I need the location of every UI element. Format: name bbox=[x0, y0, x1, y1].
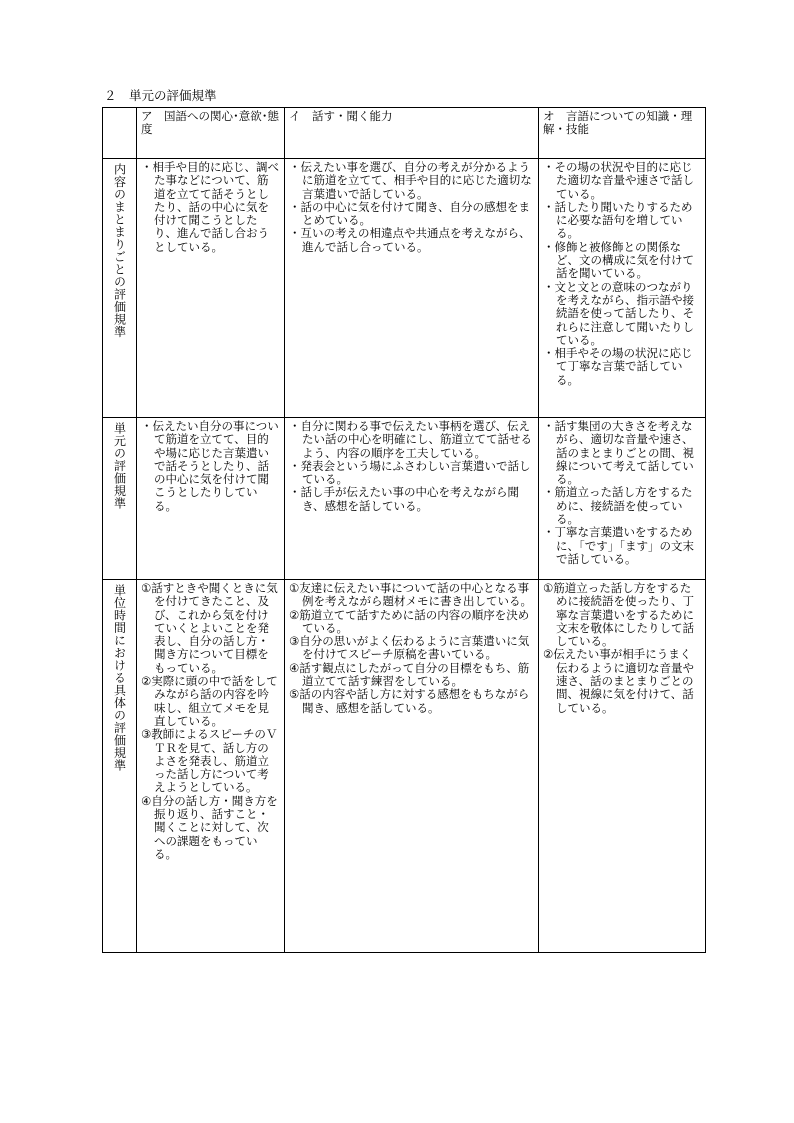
criterion-item: ①筋道立った話し方をするために接続語を使ったり、丁寧な言葉遣いをするために文末を敬体にしたりして話している。 bbox=[543, 581, 694, 649]
row-label-cell bbox=[103, 580, 137, 953]
criteria-cell bbox=[539, 418, 706, 580]
criteria-cell bbox=[285, 580, 539, 953]
column-header-attitude: ア 国語への関心･意欲･態度 bbox=[137, 108, 285, 159]
column-header-language-knowledge: オ 言語についての知識・理解・技能 bbox=[539, 108, 706, 159]
table-row bbox=[103, 159, 706, 418]
evaluation-criteria-table bbox=[102, 107, 706, 953]
criterion-item: ・話し手が伝えたい事の中心を考えながら聞き、感想を話している。 bbox=[289, 485, 519, 513]
criterion-item: ・伝えたい自分の事について筋道を立てて、目的や場に応じた言葉遣いで話そうとしたり、話の中心に気を付けて聞こうとしたりしている。 bbox=[141, 419, 279, 513]
criterion-item: ・文と文との意味のつながりを考えながら、指示語や接続語を使って話したり、それらに注意して聞いたりしている。 bbox=[543, 279, 694, 347]
criteria-cell bbox=[137, 418, 285, 580]
criterion-item: ・相手やその場の状況に応じて丁寧な言葉で話している。 bbox=[543, 346, 693, 387]
criterion-item: ①話すときや聞くときに気を付けてきたこと、及び、これから気を付けていくとよいことを発表し、自分の話し方・聞き方について目標をもっている。 bbox=[141, 581, 278, 675]
criterion-item: ⑤話の内容や話し方に対する感想をもちながら聞き、感想を話している。 bbox=[289, 687, 530, 715]
row-label: 内容のまとまりごとの評価規準 bbox=[112, 163, 127, 338]
table-row bbox=[103, 580, 706, 953]
criteria-cell bbox=[285, 159, 539, 418]
row-label: 単位時間における具体の評価規準 bbox=[112, 584, 127, 772]
corner-cell bbox=[103, 108, 137, 159]
criterion-item: ・互いの考えの相違点や共通点を考えながら、進んで話し合っている。 bbox=[289, 226, 531, 254]
criterion-item: ・筋道立った話し方をするために、接続語を使っている。 bbox=[543, 485, 693, 527]
criterion-item: ・話の中心に気を付けて聞き、自分の感想をまとめている。 bbox=[289, 199, 531, 228]
criteria-cell bbox=[137, 580, 285, 953]
criterion-item: ・伝えたい事を選び、自分の考えが分かるように筋道を立てて、相手や目的に応じた適切な言葉遣いで話している。 bbox=[289, 160, 532, 201]
criterion-item: ・話したり聞いたりするために必要な語句を増している。 bbox=[543, 199, 693, 241]
table-row bbox=[103, 418, 706, 580]
criteria-cell bbox=[539, 580, 706, 953]
criterion-item: ③自分の思いがよく伝わるように言葉遣いに気を付けてスピーチ原稿を書いている。 bbox=[289, 634, 530, 662]
criterion-item: ④話す観点にしたがって自分の目標をもち、筋道立てて話す練習をしている。 bbox=[289, 660, 530, 689]
criterion-item: ④自分の話し方・聞き方を振り返り、話すこと・聞くことに対して、次への課題をもっている。 bbox=[141, 793, 278, 861]
criterion-item: ②筋道立てて話すために話の内容の順序を決めている。 bbox=[289, 607, 530, 635]
criterion-item: ・発表会という場にふさわしい言葉遣いで話している。 bbox=[289, 458, 531, 487]
criterion-item: ・その場の状況や目的に応じた適切な音量や速さで話している。 bbox=[543, 160, 694, 201]
header-row bbox=[103, 108, 706, 159]
criterion-item: ・自分に関わる事で伝えたい事柄を選び、伝えたい話の中心を明確にし、筋道立てて話せるよう、内容の順序を工夫している。 bbox=[289, 419, 532, 460]
column-header-speaking-listening: イ 話す・聞く能力 bbox=[285, 108, 539, 159]
row-label: 単元の評価規準 bbox=[112, 422, 127, 510]
criteria-cell bbox=[137, 159, 285, 418]
criteria-cell bbox=[539, 159, 706, 418]
criterion-item: ・修飾と被修飾との関係など、文の構成に気を付けて話を聞いている。 bbox=[543, 239, 694, 281]
criterion-item: ・丁寧な言葉遣いをするために、「です」「ます」の文末で話している。 bbox=[543, 525, 694, 566]
criterion-item: ②実際に頭の中で話をしてみながら話の内容を吟味し、組立てメモを見直している。 bbox=[141, 674, 278, 728]
criterion-item: ②伝えたい事が相手にうまく伝わるように適切な音量や速さ、話のまとまりごとの間、視線に気を付けて、話している。 bbox=[543, 647, 694, 715]
criterion-item: ・話す集団の大きさを考えながら、適切な音量や速さ、話のまとまりごとの間、視線について考えて話している。 bbox=[543, 419, 694, 487]
criterion-item: ①友達に伝えたい事について話の中心となる事例を考えながら題材メモに書き出している。 bbox=[289, 581, 532, 609]
section-heading: ２ 単元の評価規準 bbox=[104, 88, 217, 103]
criteria-cell bbox=[285, 418, 539, 580]
row-label-cell bbox=[103, 159, 137, 418]
criterion-item: ③教師によるスピーチのＶＴＲを見て、話し方のよさを発表し、筋道立った話し方について考えようとしている。 bbox=[141, 727, 278, 795]
row-label-cell bbox=[103, 418, 137, 580]
criterion-item: ・相手や目的に応じ、調べた事などについて、筋道を立てて話そうとしたり、話の中心に気を付けて聞こうとしたり、進んで話し合おうとしている。 bbox=[141, 160, 279, 254]
